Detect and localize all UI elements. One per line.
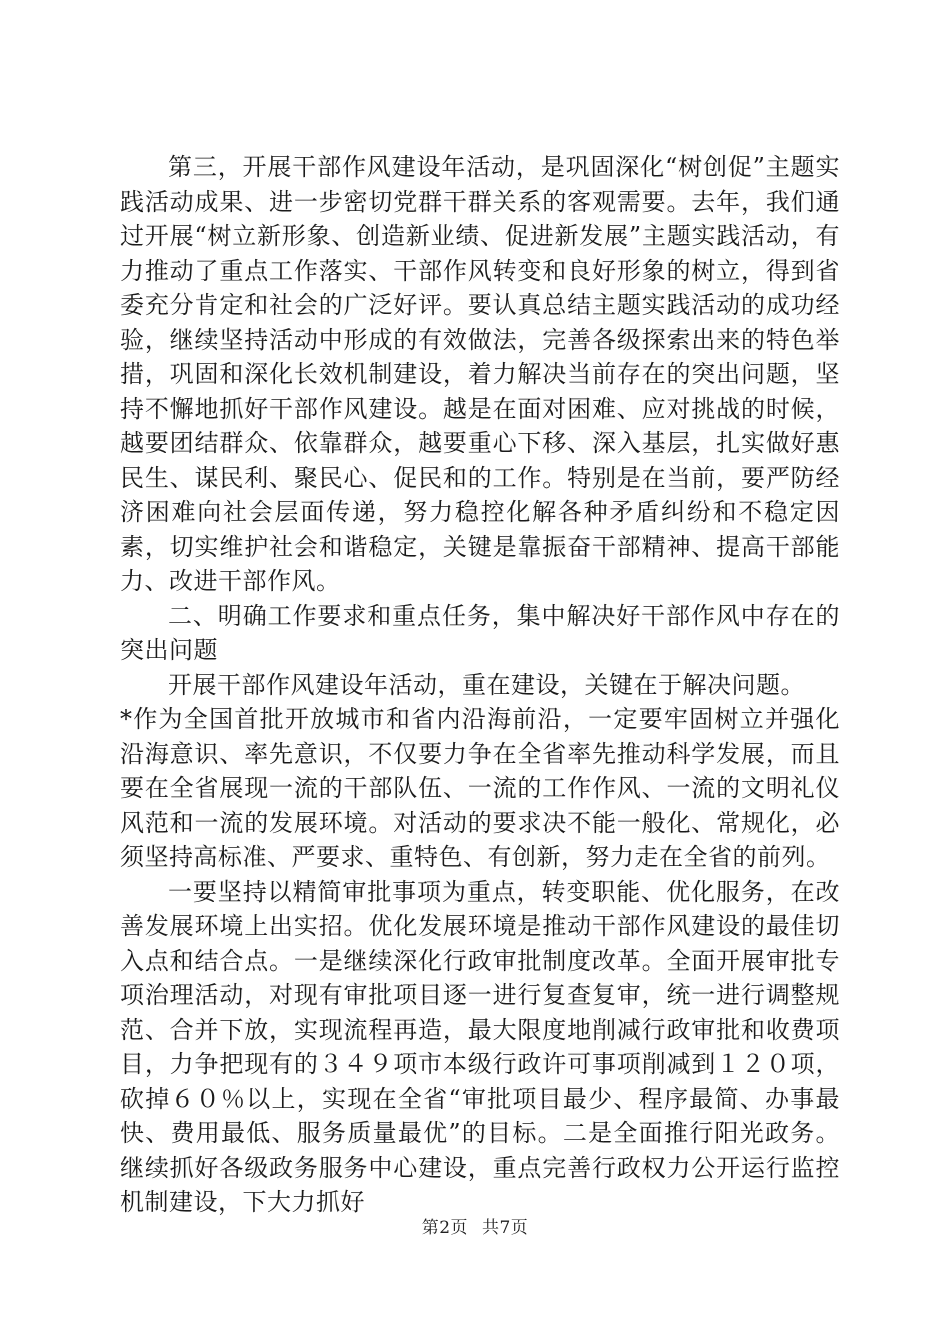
document-body: [120, 150, 840, 1220]
page-number: 第2页: [421, 1218, 469, 1238]
page-footer: [0, 1213, 950, 1238]
paragraph-intro-third-point: 第三，开展干部作风建设年活动，是巩固深化“树创促”主题实践活动成果、进一步密切党群干群关系的客观需要。去年，我们通过开展“树立新形象、创造新业绩、促进新发展”主题实践活动，有力推动了重点工作落实、干部作风转变和良好形象的树立，得到省委充分肯定和社会的广泛好评。要认真总结主题实践活动的成功经验，继续坚持活动中形成的有效做法，完善各级探索出来的特色举措，巩固和深化长效机制建设，着力解决当前存在的突出问题，坚持不懈地抓好干部作风建设。越是在面对困难、应对挑战的时候，越要团结群众、依靠群众，越要重心下移、深入基层，扎实做好惠民生、谋民利、聚民心、促民和的工作。特别是在当前，要严防经济困难向社会层面传递，努力稳控化解各种矛盾纠纷和不稳定因素，切实维护社会和谐稳定，关键是靠振奋干部精神、提高干部能力、改进干部作风。: [120, 153, 840, 595]
paragraph-coastal-city-requirements: *作为全国首批开放城市和省内沿海前沿，一定要牢固树立并强化沿海意识、率先意识，不仅要力争在全省率先推动科学发展，而且要在全省展现一流的干部队伍、一流的工作作风、一流的文明礼仪风范和一流的发展环境。对活动的要求决不能一般化、常规化，必须坚持高标准、严要求、重特色、有创新，努力走在全省的前列。: [120, 705, 840, 871]
section-heading-two: 二、明确工作要求和重点任务，集中解决好干部作风中存在的突出问题: [120, 601, 840, 664]
page-total: 共7页: [481, 1218, 529, 1238]
paragraph-streamline-approvals: 一要坚持以精简审批事项为重点，转变职能、优化服务，在改善发展环境上出实招。优化发展环境是推动干部作风建设的最佳切入点和结合点。一是继续深化行政审批制度改革。全面开展审批专项治理活动，对现有审批项目逐一进行复查复审，统一进行调整规范、合并下放，实现流程再造，最大限度地削减行政审批和收费项目，力争把现有的３４９项市本级行政许可事项削减到１２０项，砍掉６０％以上，实现在全省“审批项目最少、程序最简、办事最快、费用最低、服务质量最优”的目标。二是全面推行阳光政务。继续抓好各级政务服务中心建设，重点完善行政权力公开运行监控机制建设，下大力抓好: [120, 877, 840, 1216]
paragraph-key-to-solving-problems: 开展干部作风建设年活动，重在建设，关键在于解决问题。: [168, 670, 805, 699]
